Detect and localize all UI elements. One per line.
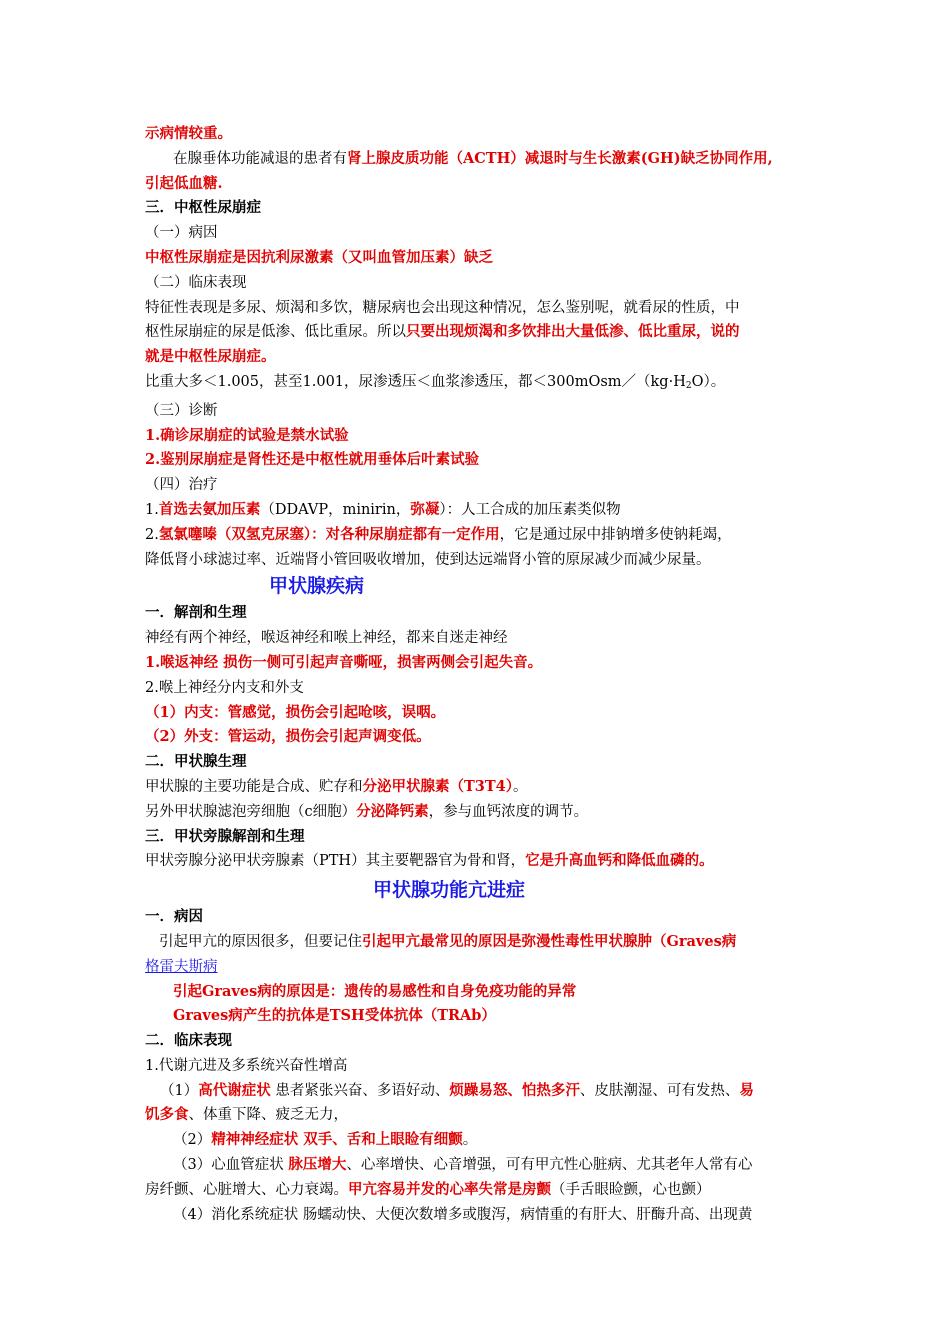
subscript-text: 2 [685,380,692,391]
body-text: 、皮肤潮湿、可有发热、 [579,1082,740,1099]
section-heading: 二．临床表现 [145,1032,232,1050]
highlight-text: 分泌降钙素 [356,802,429,820]
subsection-heading: （二）临床表现 [145,274,247,291]
highlight-text: 中枢性尿崩症是因抗利尿激素（又叫血管加压素）缺乏 [145,248,493,266]
text-line [145,955,810,980]
highlight-text: 高代谢症状 [198,1081,271,1099]
body-text: 在腺垂体功能减退的患者有 [173,150,347,167]
highlight-text: 氢氯噻嗪（双氢克尿塞）：对各种尿崩症都有一定作用 [158,525,500,543]
text-line [145,1079,810,1104]
subsection-heading: （三）诊断 [145,402,218,419]
highlight-text: 引起Graves病的原因是：遗传的易感性和自身免疫功能的异常 [173,982,577,1000]
subsection-heading: （一）病因 [145,225,218,242]
body-text: 2.喉上神经分内支和外支 [145,679,304,696]
body-text: 房纤颤、心脏增大、心力衰竭。 [145,1181,348,1198]
graves-link[interactable]: 格雷夫斯病 [145,958,218,975]
highlight-text: 引起低血糖. [145,174,223,192]
text-line [145,523,810,548]
highlight-text: 1.喉返神经 损伤一侧可引起声音嘶哑，损害两侧会引起失音。 [145,653,543,671]
highlight-text: 精神神经症状 双手、舌和上眼睑有细颤 [211,1131,463,1149]
body-text: 引起甲亢的原因很多，但要记住 [159,933,362,950]
highlight-text: 就是中枢性尿崩症。 [145,348,276,366]
highlight-text: 2.鉴别尿崩症是肾性还是中枢性就用垂体后叶素试验 [145,451,480,469]
highlight-text: 首选去氨加压素 [158,500,261,518]
body-text: 2. [145,526,159,543]
text-line [145,1178,810,1203]
text-line [145,800,810,825]
body-text: 甲状旁腺分泌甲状旁腺素（PTH）其主要靶器官为骨和肾， [145,853,526,870]
body-text: 另外甲状腺滤泡旁细胞（c细胞） [145,803,357,820]
highlight-text: 它是升高血钙和降低血磷的。 [525,852,714,870]
highlight-text: 脉压增大 [288,1156,347,1174]
highlight-text: 易 [739,1081,754,1099]
text-line [145,1153,810,1178]
chapter-title: 甲状腺功能亢进症 [373,879,526,902]
highlight-text: 示病情较重。 [145,125,232,142]
body-text: （2） [173,1132,212,1149]
highlight-text: 弥凝 [410,500,440,518]
body-text: （DDAVP，minirin， [260,501,411,518]
chapter-title: 甲状腺疾病 [269,575,365,598]
text-line [145,849,810,874]
body-text: （1） [160,1082,199,1099]
body-text: 1.代谢亢进及多系统兴奋性增高 [145,1057,348,1074]
body-text: （3）心血管症状 [173,1157,289,1174]
text-line [145,1103,810,1128]
body-text: 枢性尿崩症的尿是低渗、低比重尿。所以 [145,324,406,341]
section-heading: 二．甲状腺生理 [145,753,247,771]
body-text: 。 [513,778,528,795]
text-line [145,498,810,523]
body-text: ，它是通过尿中排钠增多使钠耗竭， [499,526,732,543]
section-heading: 三．中枢性尿崩症 [145,199,261,217]
text-line [145,147,810,172]
highlight-text: 甲亢容易并发的心率失常是房颤 [348,1180,551,1198]
highlight-text: 1.确诊尿崩症的试验是禁水试验 [145,426,349,444]
body-text: 比重大多＜1.005，甚至1.001，尿渗透压＜血浆渗透压，都＜300mOsm／（kg·H [145,373,686,390]
body-text: 1. [145,501,159,518]
highlight-text: 饥多食 [145,1106,189,1124]
body-text: （手舌眼睑颤，心也颤） [551,1181,711,1198]
body-text: ，参与血钙浓度的调节。 [428,803,589,820]
highlight-text: 分泌甲状腺素（T3T4） [362,777,514,795]
highlight-text: （2）外支：管运动，损伤会引起声调变低。 [145,728,431,746]
body-text: 。 [462,1132,478,1149]
body-text: 甲状腺的主要功能是合成、贮存和 [145,778,363,795]
highlight-text: 烦躁易怒、怕热多汗 [449,1081,580,1099]
text-line [145,172,810,197]
highlight-text: 肾上腺皮质功能（ACTH）减退时与生长激素(GH)缺乏协同作用, [347,149,773,167]
text-line [145,320,810,345]
body-text: 降低肾小球滤过率、近端肾小管回吸收增加，使到达远端肾小管的原尿减少而减少尿量。 [145,551,711,568]
section-heading: 一．解剖和生理 [145,604,247,622]
body-text: O）。 [691,373,726,390]
highlight-text: （1）内支：管感觉，损伤会引起呛咳，误咽。 [145,703,446,721]
document-page [145,122,810,1227]
highlight-text: 只要出现烦渴和多饮排出大量低渗、低比重尿，说的 [406,323,740,341]
text-line [145,370,810,399]
body-text: （4）消化系统症状 肠蠕动快、大便次数增多或腹泻，病情重的有肝大、肝酶升高、出现黄 [173,1206,753,1223]
section-heading: 一．病因 [145,908,203,926]
subsection-heading: （四）治疗 [145,477,218,494]
body-text: 特征性表现是多尿、烦渴和多饮，糖尿病也会出现这种情况，怎么鉴别呢，就看尿的性质，中 [145,299,740,316]
text-line [145,122,810,147]
body-text: 神经有两个神经，喉返神经和喉上神经，都来自迷走神经 [145,630,508,647]
body-text: 患者紧张兴奋、多语好动、 [270,1082,450,1099]
highlight-text: 引起甲亢最常见的原因是弥漫性毒性甲状腺肿（Graves病 [362,932,737,950]
text-line [145,1128,810,1153]
body-text: 、体重下降、疲乏无力， [188,1107,348,1124]
text-line [145,775,810,800]
body-text: ）：人工合成的加压素类似物 [439,501,621,518]
section-heading: 三．甲状旁腺解剖和生理 [145,827,305,845]
body-text: 、心率增快、心音增强，可有甲亢性心脏病、尤其老年人常有心 [346,1157,753,1174]
highlight-text: Graves病产生的抗体是TSH受体抗体（TRAb） [173,1007,496,1025]
text-line [145,930,810,955]
